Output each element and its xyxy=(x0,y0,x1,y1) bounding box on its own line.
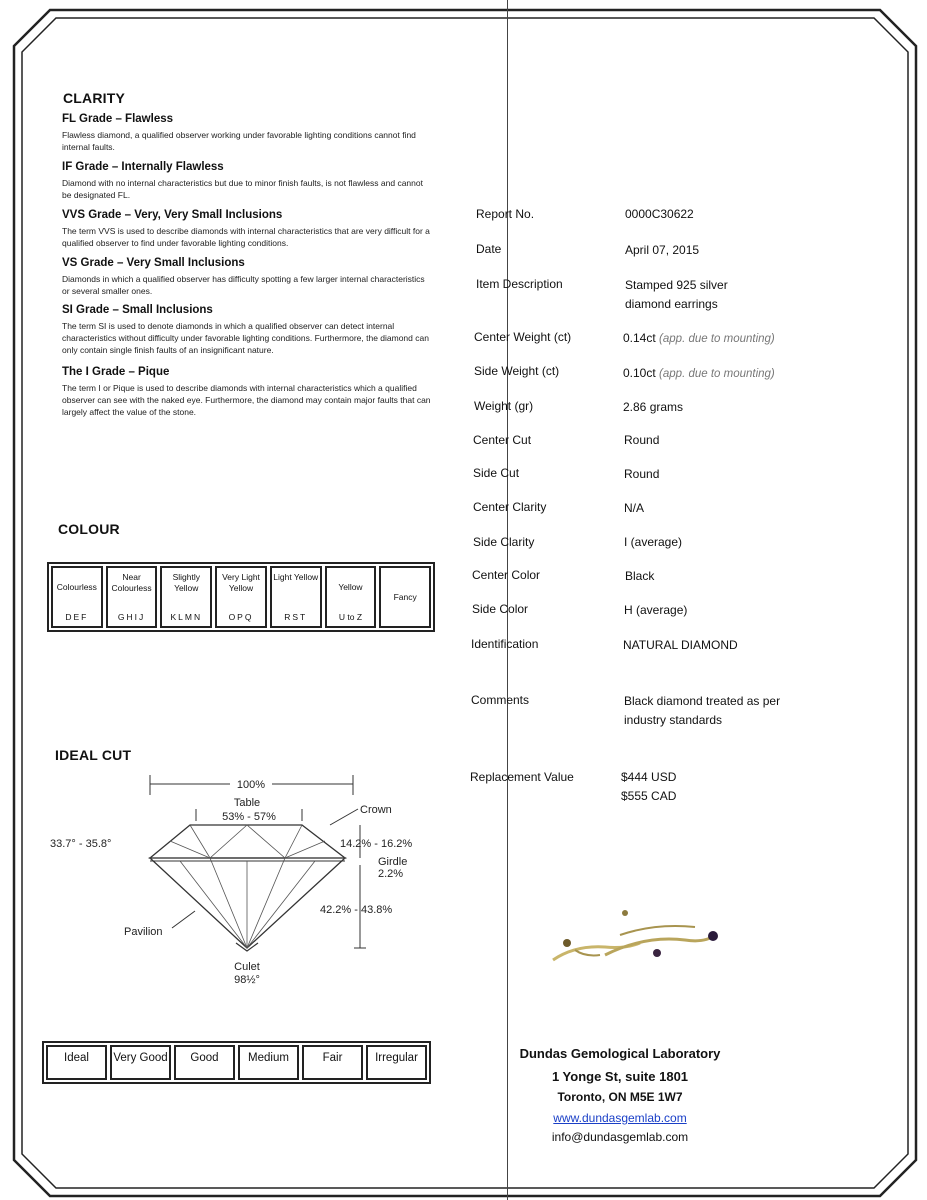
colour-grades: KLMN xyxy=(170,612,203,622)
cut-grade-cell: Medium xyxy=(238,1045,299,1080)
date-value: April 07, 2015 xyxy=(625,243,700,257)
pavilion-facet xyxy=(247,861,315,948)
center-color-label: Center Color xyxy=(472,568,541,582)
colour-grades: U to Z xyxy=(338,612,363,622)
pavilion-facet xyxy=(247,858,285,948)
center-weight-value: 0.14ct xyxy=(623,331,656,345)
clarity-grade-fl xyxy=(62,113,432,153)
girdle-value-label: 2.2% xyxy=(378,868,404,880)
center-clarity-label: Center Clarity xyxy=(473,500,547,514)
cut-grade-cell: Irregular xyxy=(366,1045,427,1080)
date-label: Date xyxy=(476,242,502,256)
clarity-grade-vs xyxy=(62,257,432,297)
colour-cell xyxy=(160,566,212,628)
grade-desc: The term SI is used to denote diamonds in which a qualified observer can detect internal characteristics without difficulty under favorable lighting conditions. Furthermore, the diamond can only contain single finish faults of an insignificant nature. xyxy=(62,321,429,355)
girdle-label: Girdle xyxy=(378,856,408,868)
side-weight-value: 0.10ct xyxy=(623,366,656,380)
ideal-cut-title: IDEAL CUT xyxy=(55,747,132,763)
pavilion-label: Pavilion xyxy=(124,926,163,938)
side-color-value: H (average) xyxy=(624,603,688,617)
grade-desc: The term I or Pique is used to describe diamonds with internal characteristics which a qualified observer can see with the naked eye. Furthermore, the diamond may contain major faults that can largely affect the value of the stone. xyxy=(62,383,431,417)
grade-title: FL Grade – Flawless xyxy=(62,113,174,125)
comments-value-2: industry standards xyxy=(624,713,723,727)
grade-title: IF Grade – Internally Flawless xyxy=(62,161,224,173)
item-description-value-2: diamond earrings xyxy=(625,297,718,311)
side-cut-label: Side Cut xyxy=(473,466,520,480)
cut-grade-cell: Good xyxy=(174,1045,235,1080)
colour-grades: RST xyxy=(284,612,308,622)
identification-value: NATURAL DIAMOND xyxy=(623,638,738,652)
colour-cell xyxy=(215,566,267,628)
center-clarity-value: N/A xyxy=(624,501,645,515)
grade-title: VS Grade – Very Small Inclusions xyxy=(62,257,245,269)
replacement-value-cad: $555 CAD xyxy=(621,789,677,803)
colour-cell xyxy=(270,566,322,628)
cut-grade-cell: Ideal xyxy=(46,1045,107,1080)
culet-value-label: 98½° xyxy=(234,974,260,986)
side-color-label: Side Color xyxy=(472,602,529,616)
side-weight-row xyxy=(623,364,775,384)
pavilion-facet xyxy=(180,861,247,948)
identification-label: Identification xyxy=(471,637,539,651)
colour-cell xyxy=(379,566,431,628)
crown-label: Crown xyxy=(360,804,392,816)
weight-value: 2.86 grams xyxy=(623,400,684,414)
replacement-value-usd: $444 USD xyxy=(621,770,677,784)
cut-grade-cell: Very Good xyxy=(110,1045,171,1080)
colour-scale-table xyxy=(47,562,435,632)
colour-cell xyxy=(325,566,377,628)
crown-height-label: 14.2% - 16.2% xyxy=(340,838,413,850)
table-label: Table xyxy=(233,797,261,809)
clarity-grade-si xyxy=(62,304,432,356)
center-weight-note: (app. due to mounting) xyxy=(659,333,775,345)
item-description-label: Item Description xyxy=(476,277,563,291)
lab-address-line2: Toronto, ON M5E 1W7 xyxy=(557,1090,683,1104)
lab-name: Dundas Gemological Laboratory xyxy=(519,1046,721,1061)
colour-grades: OPQ xyxy=(228,612,254,622)
grade-title: SI Grade – Small Inclusions xyxy=(62,304,213,316)
colour-name: Very Light Yellow xyxy=(222,572,260,593)
side-clarity-value: I (average) xyxy=(624,535,683,549)
colour-grades: DEF xyxy=(65,612,89,622)
side-cut-value: Round xyxy=(624,467,660,481)
side-weight-note: (app. due to mounting) xyxy=(659,368,775,380)
report-no-label: Report No. xyxy=(476,207,535,221)
fold-line xyxy=(507,0,508,1200)
width-label: 100% xyxy=(236,779,266,791)
side-clarity-label: Side Clarity xyxy=(473,535,535,549)
report-no-value: 0000C30622 xyxy=(625,207,694,221)
item-description-value: Stamped 925 silver xyxy=(625,278,728,292)
clarity-grade-vvs xyxy=(62,209,432,249)
replacement-value-label: Replacement Value xyxy=(470,770,574,784)
pavilion-pointer xyxy=(172,911,195,928)
crown-outline xyxy=(150,825,345,858)
center-weight-label: Center Weight (ct) xyxy=(474,330,572,344)
culet-label: Culet xyxy=(234,961,260,973)
ideal-cut-diagram xyxy=(40,765,440,995)
side-weight-label: Side Weight (ct) xyxy=(474,364,560,378)
colour-title: COLOUR xyxy=(58,521,120,537)
colour-cell xyxy=(51,566,103,628)
table-range-label: 53% - 57% xyxy=(222,811,276,823)
grade-desc: Diamond with no internal characteristics but due to minor finish faults, is not flawless and cannot be designated FL. xyxy=(62,178,423,200)
center-cut-label: Center Cut xyxy=(473,433,532,447)
comments-label: Comments xyxy=(471,693,530,707)
lab-website-link[interactable]: www.dundasgemlab.com xyxy=(553,1111,687,1125)
earring-stone-left xyxy=(563,939,571,947)
lab-address-line1: 1 Yonge St, suite 1801 xyxy=(551,1069,689,1084)
lab-email[interactable]: info@dundasgemlab.com xyxy=(551,1130,689,1144)
grade-desc: Diamonds in which a qualified observer has difficulty spotting a few larger internal characteristics or several smaller ones. xyxy=(62,274,425,296)
pavilion-outline xyxy=(150,858,345,948)
colour-name: Slightly Yellow xyxy=(172,572,200,593)
crown-facets xyxy=(190,825,302,858)
colour-name: Yellow xyxy=(338,582,363,592)
clarity-grade-if xyxy=(62,161,432,201)
earring-black-diamond xyxy=(653,949,661,957)
grade-title: VVS Grade – Very, Very Small Inclusions xyxy=(62,209,283,221)
colour-name: Fancy xyxy=(393,591,417,602)
pavilion-facet xyxy=(210,858,247,948)
colour-name: Light Yellow xyxy=(273,572,319,582)
weight-label: Weight (gr) xyxy=(474,399,534,413)
center-weight-row xyxy=(623,329,775,349)
colour-name: Colourless xyxy=(56,582,97,592)
earring-black-diamond xyxy=(708,931,718,941)
grade-desc: The term VVS is used to describe diamonds with internal characteristics that are very difficult for a qualified observer to find under favorable lighting conditions. xyxy=(62,226,430,248)
cut-grade-table xyxy=(42,1041,431,1084)
colour-cell xyxy=(106,566,158,628)
grade-desc: Flawless diamond, a qualified observer working under favorable lighting conditions cannot find internal faults. xyxy=(62,130,416,152)
comments-value: Black diamond treated as per xyxy=(624,694,781,708)
crown-pointer xyxy=(330,809,358,825)
grade-title: The I Grade – Pique xyxy=(62,366,170,378)
clarity-grade-i xyxy=(62,366,432,418)
earrings-photo xyxy=(545,905,735,980)
colour-grades: GHIJ xyxy=(117,612,146,622)
clarity-title: CLARITY xyxy=(63,90,126,106)
colour-name: Near Colourless xyxy=(111,572,152,593)
center-color-value: Black xyxy=(625,569,655,583)
crown-facets-right xyxy=(285,841,345,858)
cut-grade-cell: Fair xyxy=(302,1045,363,1080)
pavilion-depth-label: 42.2% - 43.8% xyxy=(320,904,393,916)
crown-angle-label: 33.7° - 35.8° xyxy=(50,838,112,850)
center-cut-value: Round xyxy=(624,433,660,447)
